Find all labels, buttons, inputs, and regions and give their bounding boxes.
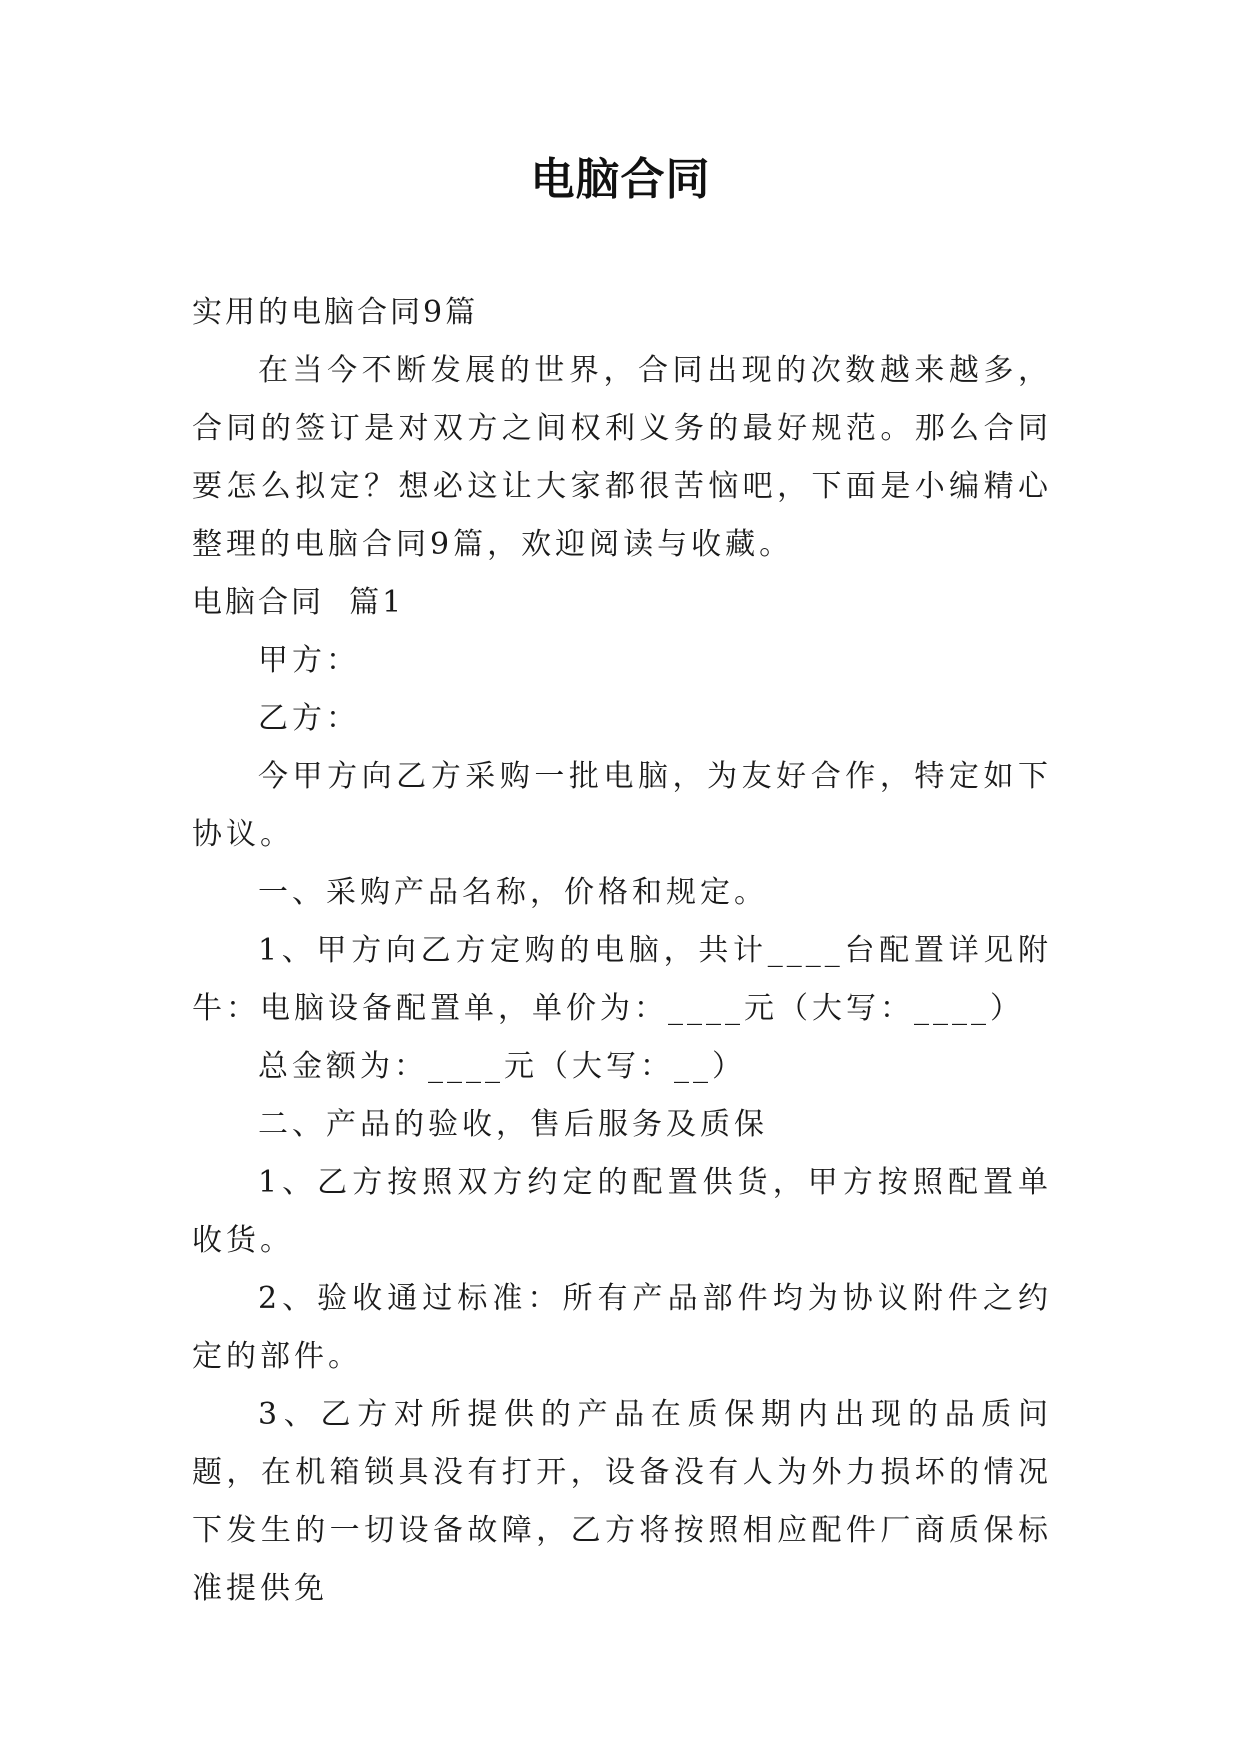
clause-2-2: 2、验收通过标准：所有产品部件均为协议附件之约定的部件。 — [192, 1281, 1052, 1374]
total-amount-line: 总金额为：____元（大写：__） — [258, 1049, 746, 1084]
intro-paragraph: 在当今不断发展的世界，合同出现的次数越来越多，合同的签订是对双方之间权利义务的最好规范。那么合同要怎么拟定？想必这让大家都很苦恼吧，下面是小编精心整理的电脑合同9篇，欢迎阅读与收藏。 — [192, 353, 1052, 562]
clause-heading-1: 一、采购产品名称，价格和规定。 — [258, 875, 768, 910]
document-subtitle: 实用的电脑合同9篇 — [192, 295, 479, 330]
party-a-line: 甲方： — [258, 643, 360, 678]
clause-2-1: 1、乙方按照双方约定的配置供货，甲方按照配置单收货。 — [192, 1165, 1052, 1258]
clause-heading-2: 二、产品的验收，售后服务及质保 — [258, 1107, 768, 1142]
section-heading-part-1: 电脑合同 篇1 — [192, 585, 405, 620]
clause-1-1: 1、甲方向乙方定购的电脑，共计____台配置详见附牛：电脑设备配置单，单价为：____元（大写：____） — [192, 933, 1052, 1026]
party-b-line: 乙方： — [258, 701, 360, 736]
agreement-preamble: 今甲方向乙方采购一批电脑，为友好合作，特定如下协议。 — [192, 759, 1052, 852]
document-body — [192, 284, 1052, 1618]
document-title: 电脑合同 — [530, 154, 711, 205]
clause-2-3: 3、乙方对所提供的产品在质保期内出现的品质问题，在机箱锁具没有打开，设备没有人为外力损坏的情况下发生的一切设备故障，乙方将按照相应配件厂商质保标准提供免 — [192, 1397, 1052, 1606]
